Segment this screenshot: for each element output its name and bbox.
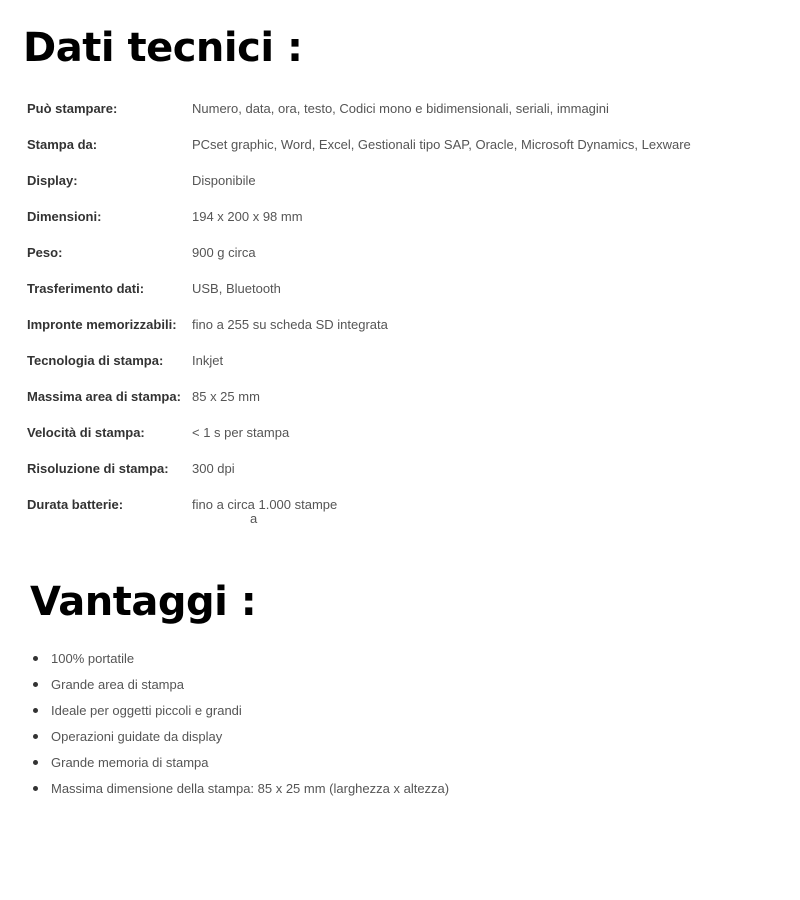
spec-row bbox=[27, 198, 767, 234]
spec-row bbox=[27, 306, 767, 342]
spec-row bbox=[27, 234, 767, 270]
stray-text: a bbox=[250, 511, 258, 526]
spec-row bbox=[27, 162, 767, 198]
advantages-title: Vantaggi : bbox=[30, 579, 257, 625]
spec-label: Massima area di stampa: bbox=[27, 388, 181, 404]
spec-value: 85 x 25 mm bbox=[192, 388, 260, 404]
advantages-list bbox=[33, 645, 449, 801]
spec-label: Risoluzione di stampa: bbox=[27, 460, 169, 476]
spec-value: fino a circa 1.000 stampe bbox=[192, 496, 338, 512]
list-item bbox=[33, 671, 449, 697]
spec-value: 900 g circa bbox=[192, 244, 256, 260]
list-item-text: 100% portatile bbox=[51, 650, 135, 666]
spec-value: Disponibile bbox=[192, 172, 256, 188]
spec-row bbox=[27, 486, 767, 522]
spec-label: Durata batterie: bbox=[27, 496, 124, 512]
bullet-icon bbox=[33, 734, 38, 739]
spec-label: Impronte memorizzabili: bbox=[27, 316, 177, 332]
spec-label: Velocità di stampa: bbox=[27, 424, 145, 440]
list-item-text: Grande memoria di stampa bbox=[51, 754, 209, 770]
bullet-icon bbox=[33, 682, 38, 687]
spec-label: Peso: bbox=[27, 244, 63, 260]
spec-row bbox=[27, 414, 767, 450]
list-item-text: Massima dimensione della stampa: 85 x 25 mm (larghezza x altezza) bbox=[51, 780, 450, 796]
list-item bbox=[33, 697, 449, 723]
spec-value: Inkjet bbox=[192, 352, 224, 368]
spec-value: 194 x 200 x 98 mm bbox=[192, 208, 303, 224]
spec-value: PCset graphic, Word, Excel, Gestionali tipo SAP, Oracle, Microsoft Dynamics, Lexware bbox=[192, 136, 691, 152]
list-item bbox=[33, 749, 449, 775]
bullet-icon bbox=[33, 656, 38, 661]
spec-row bbox=[27, 270, 767, 306]
technical-data-title: Dati tecnici : bbox=[23, 25, 303, 71]
spec-row bbox=[27, 450, 767, 486]
spec-value: < 1 s per stampa bbox=[192, 424, 290, 440]
list-item bbox=[33, 723, 449, 749]
spec-row bbox=[27, 90, 767, 126]
spec-row bbox=[27, 126, 767, 162]
spec-value: 300 dpi bbox=[192, 460, 235, 476]
spec-label: Stampa da: bbox=[27, 136, 98, 152]
list-item bbox=[33, 775, 449, 801]
list-item-text: Operazioni guidate da display bbox=[51, 728, 223, 744]
list-item bbox=[33, 645, 449, 671]
bullet-icon bbox=[33, 760, 38, 765]
spec-value: Numero, data, ora, testo, Codici mono e bidimensionali, seriali, immagini bbox=[192, 100, 609, 116]
bullet-icon bbox=[33, 708, 38, 713]
list-item-text: Ideale per oggetti piccoli e grandi bbox=[51, 702, 242, 718]
spec-label: Tecnologia di stampa: bbox=[27, 352, 164, 368]
technical-specs-table bbox=[27, 90, 767, 522]
bullet-icon bbox=[33, 786, 38, 791]
spec-value: USB, Bluetooth bbox=[192, 280, 281, 296]
list-item-text: Grande area di stampa bbox=[51, 676, 184, 692]
spec-row bbox=[27, 342, 767, 378]
spec-label: Può stampare: bbox=[27, 100, 118, 116]
spec-label: Dimensioni: bbox=[27, 208, 102, 224]
spec-row bbox=[27, 378, 767, 414]
spec-label: Trasferimento dati: bbox=[27, 280, 145, 296]
spec-value: fino a 255 su scheda SD integrata bbox=[192, 316, 388, 332]
spec-label: Display: bbox=[27, 172, 78, 188]
